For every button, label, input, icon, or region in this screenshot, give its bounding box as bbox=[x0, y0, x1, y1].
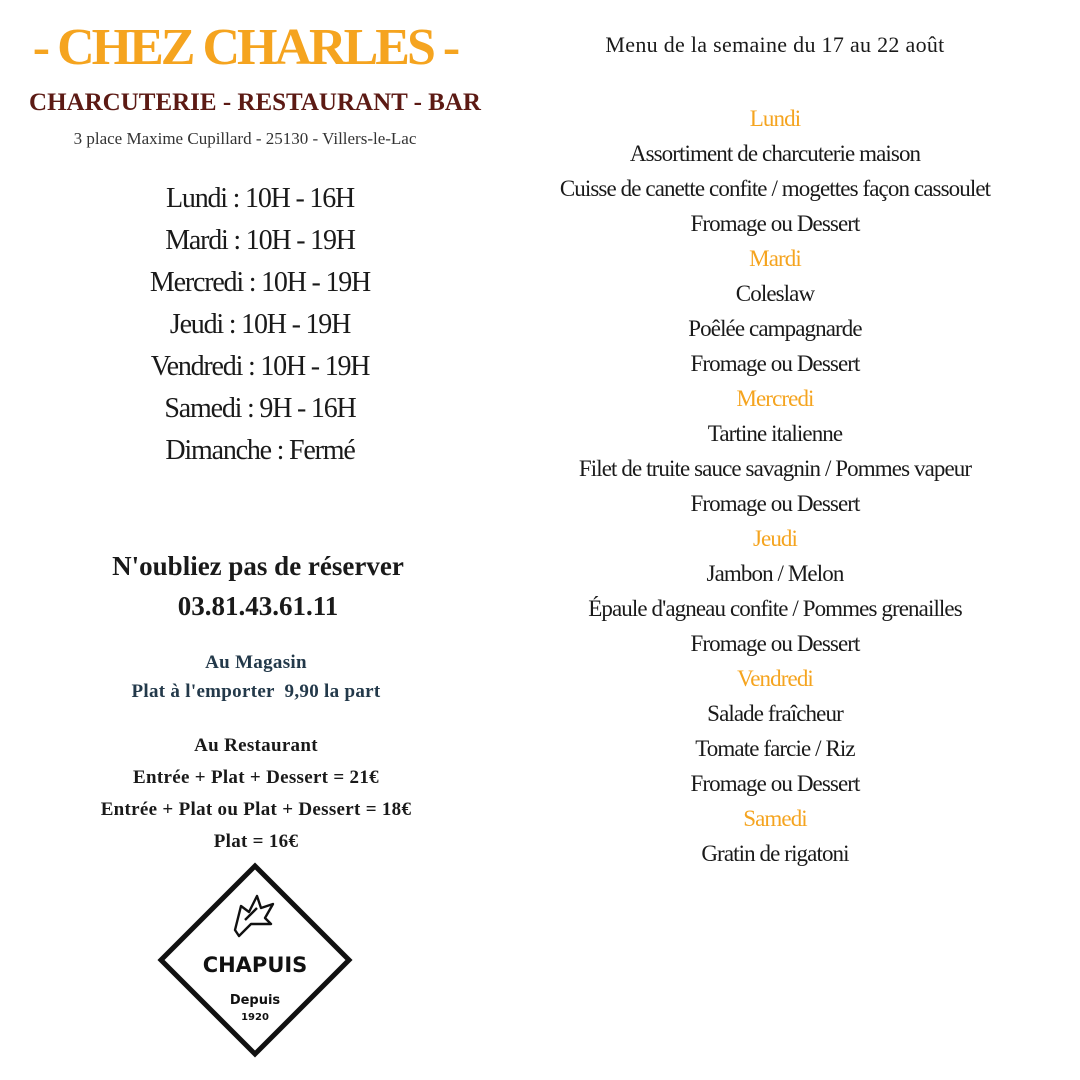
restaurant-price-two-courses: Entrée + Plat ou Plat + Dessert = 18€ bbox=[100, 799, 412, 820]
reservation-block bbox=[0, 546, 516, 626]
menu-dish: Salade fraîcheur bbox=[707, 701, 843, 726]
hours-line-tuesday: Mardi : 10H - 19H bbox=[165, 225, 355, 256]
menu-day-saturday: Samedi bbox=[743, 806, 807, 831]
menu-dish: Gratin de rigatoni bbox=[701, 841, 849, 866]
hours-line-saturday: Samedi : 9H - 16H bbox=[164, 393, 356, 424]
menu-dish: Tartine italienne bbox=[707, 421, 843, 446]
menu-dish: Fromage ou Dessert bbox=[690, 491, 860, 516]
menu-dish: Assortiment de charcuterie maison bbox=[629, 141, 921, 166]
menu-dish: Jambon / Melon bbox=[706, 561, 844, 586]
hours-line-sunday: Dimanche : Fermé bbox=[165, 435, 355, 466]
hours-line-wednesday: Mercredi : 10H - 19H bbox=[149, 267, 371, 298]
menu-day-wednesday: Mercredi bbox=[736, 386, 814, 411]
menu-dish: Tomate farcie / Riz bbox=[695, 736, 855, 761]
restaurant-price-main: Plat = 16€ bbox=[213, 831, 299, 852]
menu-dish: Filet de truite sauce savagnin / Pommes vapeur bbox=[578, 456, 972, 481]
phone-number: 03.81.43.61.11 bbox=[177, 591, 339, 621]
logo-year: 1920 bbox=[241, 1012, 269, 1023]
opening-hours bbox=[0, 178, 520, 472]
brand-title: - CHEZ CHARLES - bbox=[32, 19, 458, 76]
address: 3 place Maxime Cupillard - 25130 - Villers-le-Lac bbox=[73, 129, 417, 148]
left-column bbox=[0, 0, 520, 1080]
restaurant-title: Au Restaurant bbox=[194, 735, 318, 756]
logo-name: CHAPUIS bbox=[202, 953, 308, 977]
menu-dish: Fromage ou Dessert bbox=[690, 631, 860, 656]
menu-dish: Poêlée campagnarde bbox=[688, 316, 862, 341]
menu-day-thursday: Jeudi bbox=[752, 526, 798, 551]
chapuis-logo bbox=[157, 862, 353, 1058]
menu-day-monday: Lundi bbox=[749, 106, 801, 131]
restaurant-price-full: Entrée + Plat + Dessert = 21€ bbox=[133, 767, 379, 788]
menu-dish: Fromage ou Dessert bbox=[690, 771, 860, 796]
menu-dish: Coleslaw bbox=[735, 281, 815, 306]
hours-line-monday: Lundi : 10H - 16H bbox=[165, 183, 355, 214]
restaurant-offer bbox=[0, 730, 512, 858]
menu-day-friday: Vendredi bbox=[737, 666, 813, 691]
shop-offer bbox=[0, 648, 512, 706]
shop-title: Au Magasin bbox=[205, 652, 307, 673]
menu-dish: Épaule d'agneau confite / Pommes grenailles bbox=[588, 596, 962, 621]
hours-line-thursday: Jeudi : 10H - 19H bbox=[169, 309, 351, 340]
menu-dish: Fromage ou Dessert bbox=[690, 351, 860, 376]
hours-line-friday: Vendredi : 10H - 19H bbox=[150, 351, 370, 382]
logo-since: Depuis bbox=[229, 993, 281, 1008]
menu-dish: Fromage ou Dessert bbox=[690, 211, 860, 236]
brand-subtitle: CHARCUTERIE - RESTAURANT - BAR bbox=[29, 89, 481, 116]
shop-takeaway-price: Plat à l'emporter 9,90 la part bbox=[131, 681, 381, 702]
week-menu-title: Menu de la semaine du 17 au 22 août bbox=[605, 32, 945, 57]
menu-dish: Cuisse de canette confite / mogettes façon cassoulet bbox=[559, 176, 991, 201]
weekly-menu bbox=[520, 101, 1030, 871]
menu-day-tuesday: Mardi bbox=[749, 246, 801, 271]
reservation-text: N'oubliez pas de réserver bbox=[112, 551, 404, 581]
